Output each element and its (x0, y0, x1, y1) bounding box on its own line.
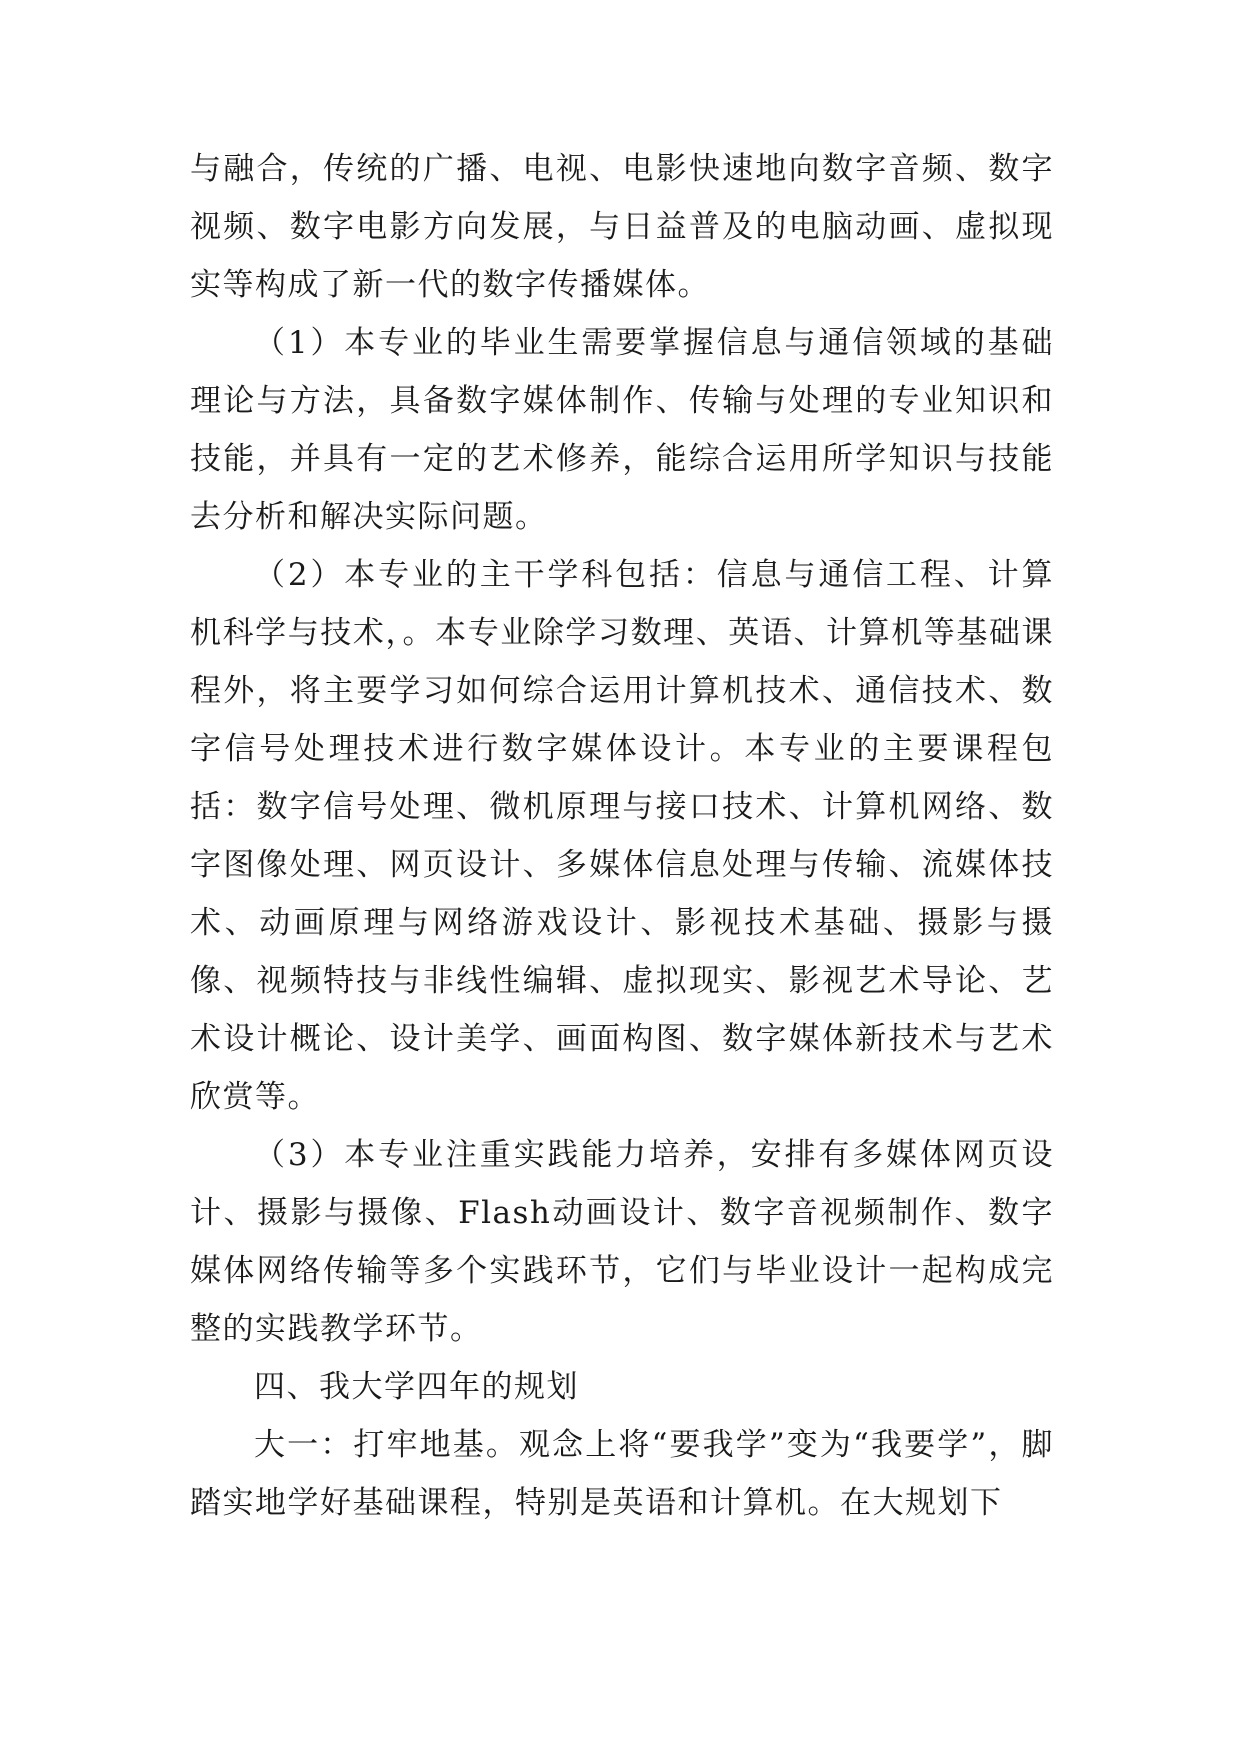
paragraph-point-3: （3）本专业注重实践能力培养，安排有多媒体网页设计、摄影与摄像、Flash动画设计、数字音视频制作、数字媒体网络传输等多个实践环节，它们与毕业设计一起构成完整的实践教学环节。 (190, 1137, 1054, 1347)
paragraph-freshman-year: 大一：打牢地基。观念上将“要我学”变为“我要学”，脚踏实地学好基础课程，特别是英语和计算机。在大规划下 (190, 1427, 1054, 1521)
paragraph-point-1: （1）本专业的毕业生需要掌握信息与通信领域的基础理论与方法，具备数字媒体制作、传输与处理的专业知识和技能，并具有一定的艺术修养，能综合运用所学知识与技能去分析和解决实际问题。 (190, 325, 1054, 535)
paragraph-point-2: （2）本专业的主干学科包括：信息与通信工程、计算机科学与技术，。本专业除学习数理、英语、计算机等基础课程外，将主要学习如何综合运用计算机技术、通信技术、数字信号处理技术进行数字媒体设计。本专业的主要课程包括：数字信号处理、微机原理与接口技术、计算机网络、数字图像处理、网页设计、多媒体信息处理与传输、流媒体技术、动画原理与网络游戏设计、影视技术基础、摄影与摄像、视频特技与非线性编辑、虚拟现实、影视艺术导论、艺术设计概论、设计美学、画面构图、数字媒体新技术与艺术欣赏等。 (190, 557, 1054, 1115)
paragraph-intro-continuation: 与融合，传统的广播、电视、电影快速地向数字音频、数字视频、数字电影方向发展，与日益普及的电脑动画、虚拟现实等构成了新一代的数字传播媒体。 (190, 151, 1054, 303)
document-page (190, 140, 1054, 1532)
section-heading-four-year-plan: 四、我大学四年的规划 (254, 1369, 579, 1405)
